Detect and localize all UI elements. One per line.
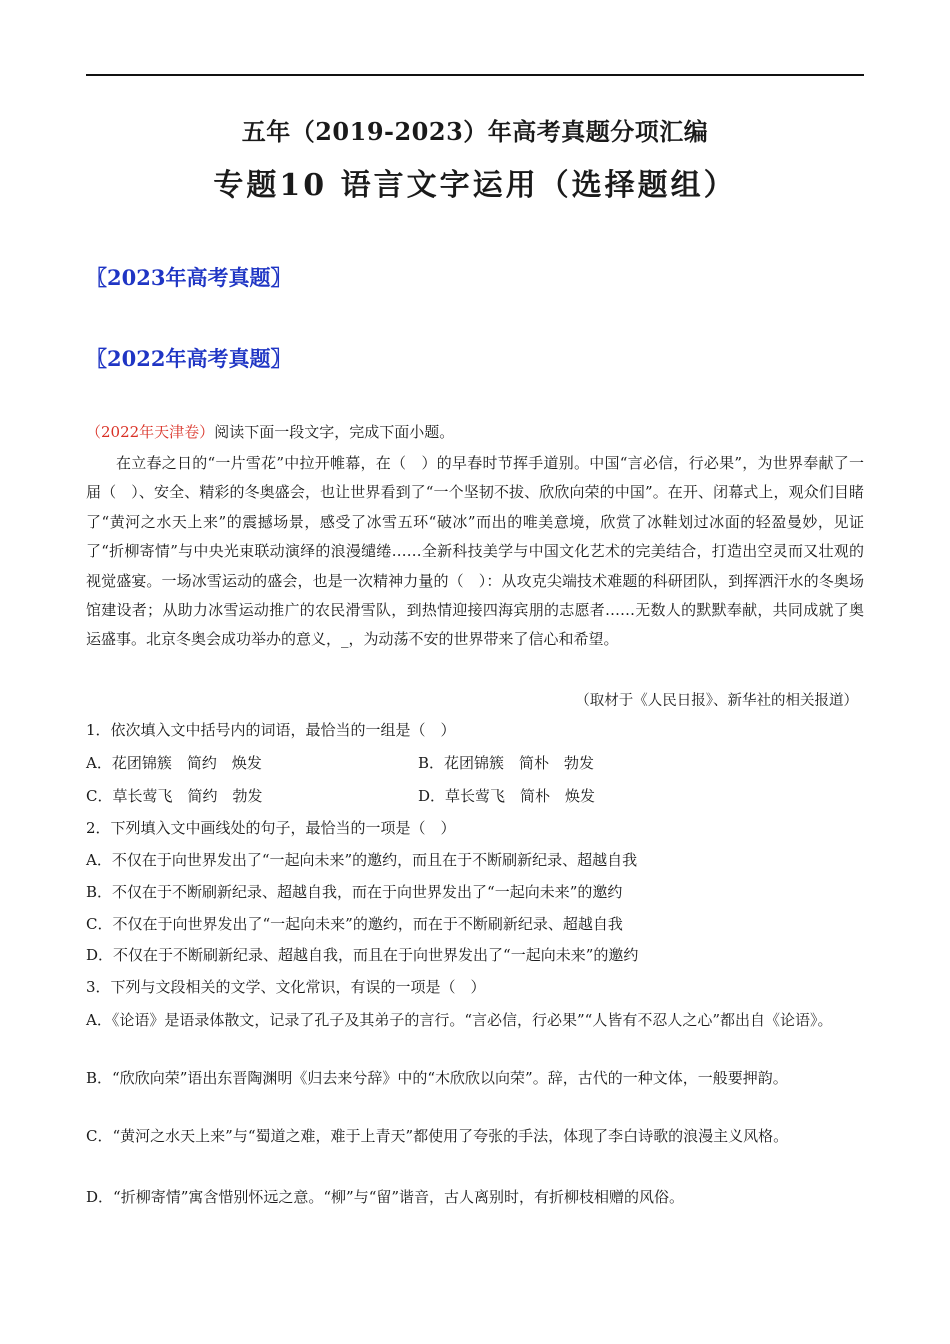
header-rule	[86, 74, 864, 76]
question-3-stem: 3．下列与文段相关的文学、文化常识，有误的一项是（ ）	[86, 978, 486, 996]
section-heading-2022: 〖2022年高考真题〗	[86, 346, 292, 371]
question-2-option-b[interactable]: B．不仅在于不断刷新纪录、超越自我，而在于向世界发出了“一起向未来”的邀约	[86, 883, 623, 901]
section-heading-2023: 〖2023年高考真题〗	[86, 265, 292, 290]
document-title: 五年（2019-2023）年高考真题分项汇编	[241, 117, 709, 146]
question-3-option-d[interactable]: D．“折柳寄情”寓含惜别怀远之意。“柳”与“留”谐音，古人离别时，有折柳枝相赠的风俗。	[86, 1188, 685, 1206]
question-2-option-d[interactable]: D．不仅在于不断刷新纪录、超越自我，而且在于向世界发出了“一起向未来”的邀约	[86, 946, 639, 964]
exam-source-line	[86, 421, 454, 442]
question-3-option-b[interactable]: B．“欣欣向荣”语出东晋陶渊明《归去来兮辞》中的“木欣欣以向荣”。辞，古代的一种文体，一般要押韵。	[86, 1069, 788, 1087]
exam-instruction: 阅读下面一段文字，完成下面小题。	[214, 423, 455, 441]
question-1-stem: 1．依次填入文中括号内的词语，最恰当的一组是（ ）	[86, 721, 456, 739]
question-1-option-b[interactable]: B．花团锦簇 简朴 勃发	[418, 754, 595, 772]
reading-passage: 在立春之日的“一片雪花”中拉开帷幕，在（ ）的早春时节挥手道别。中国“言必信，行必果”，为世界奉献了一届（ ）、安全、精彩的冬奥盛会，也让世界看到了“一个坚韧不拔、欣欣向荣的中国”。在开、闭幕式上，观众们目睹了“黄河之水天上来”的震撼场景，感受了冰雪五环“破冰”而出的唯美意境，欣赏了冰鞋划过冰面的轻盈曼妙，见证了“折柳寄情”与中央光束联动演绎的浪漫缱绻……全新科技美学与中国文化艺术的完美结合，打造出空灵而又壮观的视觉盛宴。一场冰雪运动的盛会，也是一次精神力量的（ ）：从攻克尖端技术难题的科研团队，到挥洒汗水的冬奥场馆建设者；从助力冰雪运动推广的农民滑雪队，到热情迎接四海宾朋的志愿者……无数人的默默奉献，共同成就了奥运盛事。北京冬奥会成功举办的意义，_，为动荡不安的世界带来了信心和希望。	[86, 454, 864, 649]
question-2-stem: 2．下列填入文中画线处的句子，最恰当的一项是（ ）	[86, 819, 456, 837]
question-1-option-c[interactable]: C．草长莺飞 简约 勃发	[86, 787, 263, 805]
document-subtitle: 专题10 语言文字运用（选择题组）	[213, 168, 737, 203]
question-2-option-a[interactable]: A．不仅在于向世界发出了“一起向未来”的邀约，而且在于不断刷新纪录、超越自我	[86, 851, 638, 869]
question-3-option-c[interactable]: C．“黄河之水天上来”与“蜀道之难，难于上青天”都使用了夸张的手法，体现了李白诗歌的浪漫主义风格。	[86, 1127, 789, 1145]
exam-source-tag: （2022年天津卷）	[86, 423, 215, 441]
question-1-option-d[interactable]: D．草长莺飞 简朴 焕发	[418, 787, 596, 805]
passage-source-note: （取材于《人民日报》、新华社的相关报道）	[575, 693, 858, 709]
question-2-option-c[interactable]: C．不仅在于向世界发出了“一起向未来”的邀约，而在于不断刷新纪录、超越自我	[86, 915, 623, 933]
question-3-option-a[interactable]: A．《论语》是语录体散文，记录了孔子及其弟子的言行。“言必信，行必果”“人皆有不忍人之心”都出自《论语》。	[86, 1011, 833, 1029]
question-1-option-a[interactable]: A．花团锦簇 简约 焕发	[86, 754, 262, 772]
